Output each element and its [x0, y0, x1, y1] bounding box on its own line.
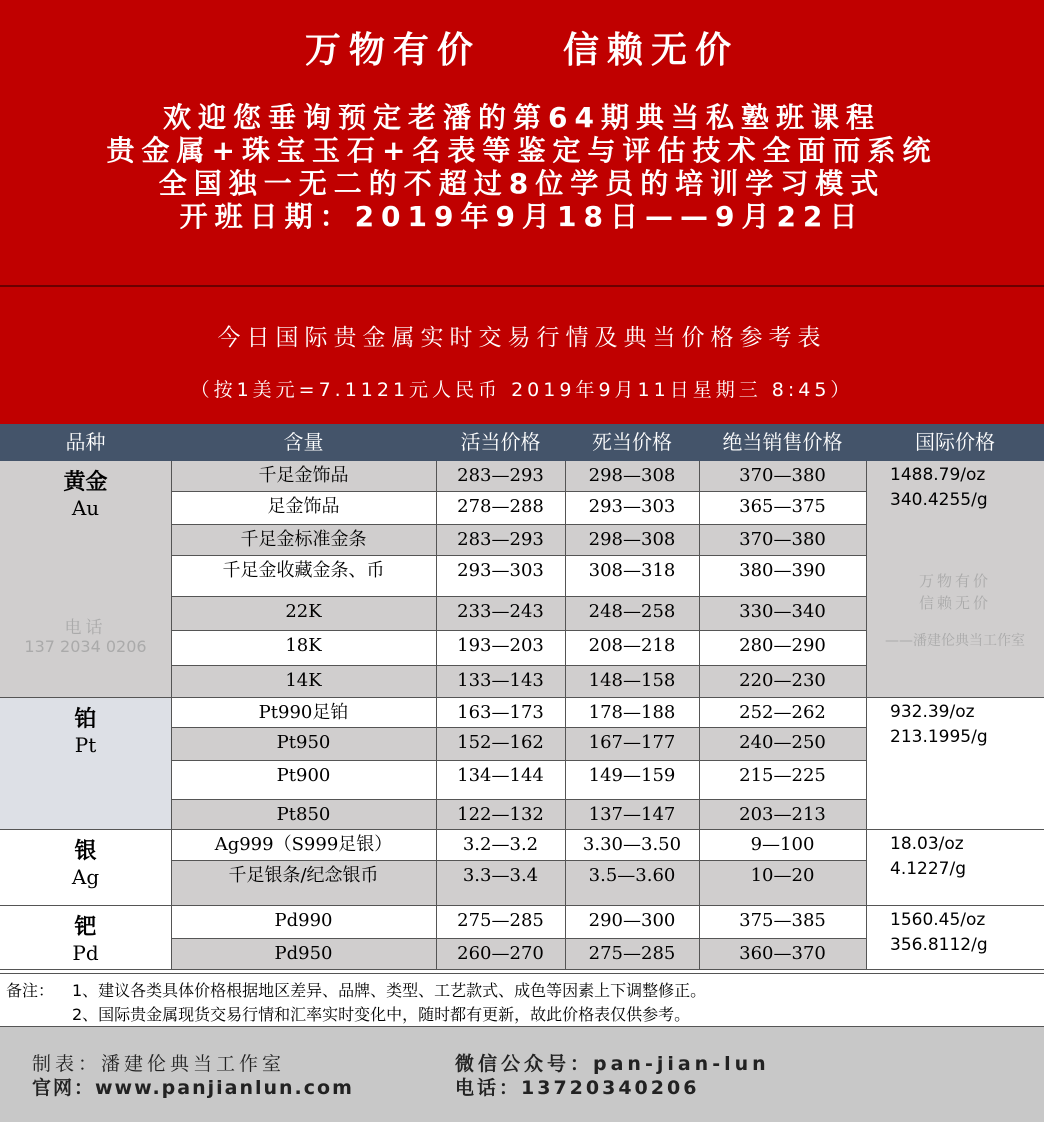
column-divider: [171, 461, 172, 970]
note-2: 2、国际贵金属现货交易行情和汇率实时变化中，随时都有更新，故此价格表仅供参考。: [72, 1005, 691, 1024]
sale-price: 9—100: [699, 830, 866, 861]
footer-maker: 制表：潘建伦典当工作室: [32, 1053, 286, 1075]
sale-price: 203—213: [699, 800, 866, 830]
intl-price-cell: [866, 830, 1044, 906]
dead-pawn-price: 178—188: [565, 698, 699, 728]
dead-pawn-price: 167—177: [565, 728, 699, 761]
live-pawn-price: 260—270: [436, 939, 565, 970]
metal-name: 铂: [74, 707, 97, 732]
live-pawn-price: 283—293: [436, 525, 565, 556]
col-header-live-pawn: 活当价格: [460, 430, 541, 454]
column-divider: [699, 461, 700, 970]
metal-group-cell: [0, 906, 171, 970]
slogan: 万物有价 信赖无价: [304, 30, 740, 71]
dead-pawn-price: 3.5—3.60: [565, 861, 699, 906]
sale-price: 252—262: [699, 698, 866, 728]
column-divider: [436, 461, 437, 970]
watermark-phone: 137 2034 0206: [24, 637, 147, 656]
sale-price: 220—230: [699, 666, 866, 698]
metal-symbol: Au: [71, 496, 100, 520]
metal-symbol: Ag: [71, 865, 100, 889]
dead-pawn-price: 298—308: [565, 461, 699, 492]
content-cell: 18K: [171, 631, 436, 666]
column-divider: [866, 461, 867, 970]
intro-line-1: 欢迎您垂询预定老潘的第64期典当私塾班课程: [163, 101, 881, 134]
live-pawn-price: 193—203: [436, 631, 565, 666]
dead-pawn-price: 137—147: [565, 800, 699, 830]
content-cell: Pt990足铂: [171, 698, 436, 728]
metal-name: 银: [74, 839, 97, 864]
intl-price-cell: [866, 698, 1044, 830]
dead-pawn-price: 3.30—3.50: [565, 830, 699, 861]
live-pawn-price: 152—162: [436, 728, 565, 761]
live-pawn-price: 133—143: [436, 666, 565, 698]
content-cell: Pt950: [171, 728, 436, 761]
table-title-banner: [0, 287, 1044, 424]
footer: [0, 1027, 1044, 1122]
footer-website: 官网：www.panjianlun.com: [32, 1077, 354, 1099]
metal-group-cell: [0, 461, 171, 698]
intl-price-per-gram: 4.1227/g: [890, 859, 967, 879]
dead-pawn-price: 308—318: [565, 556, 699, 597]
metal-name: 黄金: [63, 470, 108, 495]
metal-symbol: Pt: [74, 733, 97, 757]
col-header-content: 含量: [283, 430, 324, 454]
intl-price-per-gram: 213.1995/g: [890, 727, 988, 747]
live-pawn-price: 134—144: [436, 761, 565, 800]
dead-pawn-price: 275—285: [565, 939, 699, 970]
sale-price: 240—250: [699, 728, 866, 761]
metal-group-cell: [0, 698, 171, 830]
footer-phone: 电话：13720340206: [455, 1077, 700, 1099]
note-1: 1、建议各类具体价格根据地区差异、品牌、类型、工艺款式、成色等因素上下调整修正。: [72, 981, 707, 1000]
col-header-sale-price: 绝当销售价格: [722, 430, 843, 454]
live-pawn-price: 293—303: [436, 556, 565, 597]
dead-pawn-price: 149—159: [565, 761, 699, 800]
metal-symbol: Pd: [72, 941, 99, 965]
metal-group-cell: [0, 830, 171, 906]
content-cell: 足金饰品: [171, 492, 436, 525]
col-header-dead-pawn: 死当价格: [592, 430, 672, 454]
content-cell: 千足金收藏金条、币: [171, 556, 436, 597]
intro-line-3: 全国独一无二的不超过8位学员的培训学习模式: [158, 167, 886, 200]
dead-pawn-price: 290—300: [565, 906, 699, 939]
content-cell: Pd990: [171, 906, 436, 939]
live-pawn-price: 233—243: [436, 597, 565, 631]
top-banner: [0, 0, 1044, 285]
metal-name: 钯: [74, 915, 97, 940]
content-cell: 千足银条/纪念银币: [171, 861, 436, 906]
sale-price: 365—375: [699, 492, 866, 525]
dead-pawn-price: 298—308: [565, 525, 699, 556]
dead-pawn-price: 208—218: [565, 631, 699, 666]
content-cell: Pd950: [171, 939, 436, 970]
watermark-slogan-1: 万物有价: [918, 572, 991, 590]
content-cell: 千足金标准金条: [171, 525, 436, 556]
intl-price-per-gram: 356.8112/g: [890, 935, 988, 955]
sale-price: 215—225: [699, 761, 866, 800]
price-table: [0, 461, 1044, 973]
notes-label: 备注：: [6, 981, 55, 1000]
content-cell: 14K: [171, 666, 436, 698]
sale-price: 360—370: [699, 939, 866, 970]
watermark-slogan-2: 信赖无价: [918, 594, 991, 612]
live-pawn-price: 278—288: [436, 492, 565, 525]
sale-price: 380—390: [699, 556, 866, 597]
intl-price-per-gram: 340.4255/g: [890, 490, 988, 510]
sale-price: 370—380: [699, 525, 866, 556]
sale-price: 330—340: [699, 597, 866, 631]
content-cell: Pt850: [171, 800, 436, 830]
dead-pawn-price: 293—303: [565, 492, 699, 525]
column-divider: [565, 461, 566, 970]
intro-line-2: 贵金属+珠宝玉石+名表等鉴定与评估技术全面而系统: [106, 134, 938, 167]
intl-price-per-oz: 1560.45/oz: [890, 910, 986, 930]
content-cell: 22K: [171, 597, 436, 631]
content-cell: Pt900: [171, 761, 436, 800]
dead-pawn-price: 248—258: [565, 597, 699, 631]
content-cell: 千足金饰品: [171, 461, 436, 492]
exchange-rate-note: （按1美元=7.1121元人民币 2019年9月11日星期三 8:45）: [190, 379, 854, 401]
table-header-row: [0, 424, 1044, 461]
intl-price-per-oz: 932.39/oz: [890, 702, 975, 722]
intl-price-cell: [866, 906, 1044, 970]
watermark-phone-label: 电话: [64, 618, 107, 638]
live-pawn-price: 3.2—3.2: [436, 830, 565, 861]
table-title: 今日国际贵金属实时交易行情及典当价格参考表: [217, 325, 827, 351]
sale-price: 375—385: [699, 906, 866, 939]
live-pawn-price: 122—132: [436, 800, 565, 830]
sale-price: 370—380: [699, 461, 866, 492]
sale-price: 10—20: [699, 861, 866, 906]
col-header-variety: 品种: [65, 430, 106, 454]
sale-price: 280—290: [699, 631, 866, 666]
watermark-studio: ——潘建伦典当工作室: [885, 633, 1025, 649]
live-pawn-price: 275—285: [436, 906, 565, 939]
content-cell: Ag999（S999足银）: [171, 830, 436, 861]
intl-price-per-oz: 18.03/oz: [890, 834, 964, 854]
footer-wechat: 微信公众号：pan-jian-lun: [455, 1053, 770, 1075]
col-header-intl-price: 国际价格: [915, 430, 995, 454]
notes-section: [0, 973, 1044, 1027]
intro-line-4: 开班日期：2019年9月18日——9月22日: [179, 200, 865, 233]
live-pawn-price: 163—173: [436, 698, 565, 728]
group-divider: [0, 969, 1044, 970]
intl-price-per-oz: 1488.79/oz: [890, 465, 986, 485]
dead-pawn-price: 148—158: [565, 666, 699, 698]
live-pawn-price: 3.3—3.4: [436, 861, 565, 906]
live-pawn-price: 283—293: [436, 461, 565, 492]
